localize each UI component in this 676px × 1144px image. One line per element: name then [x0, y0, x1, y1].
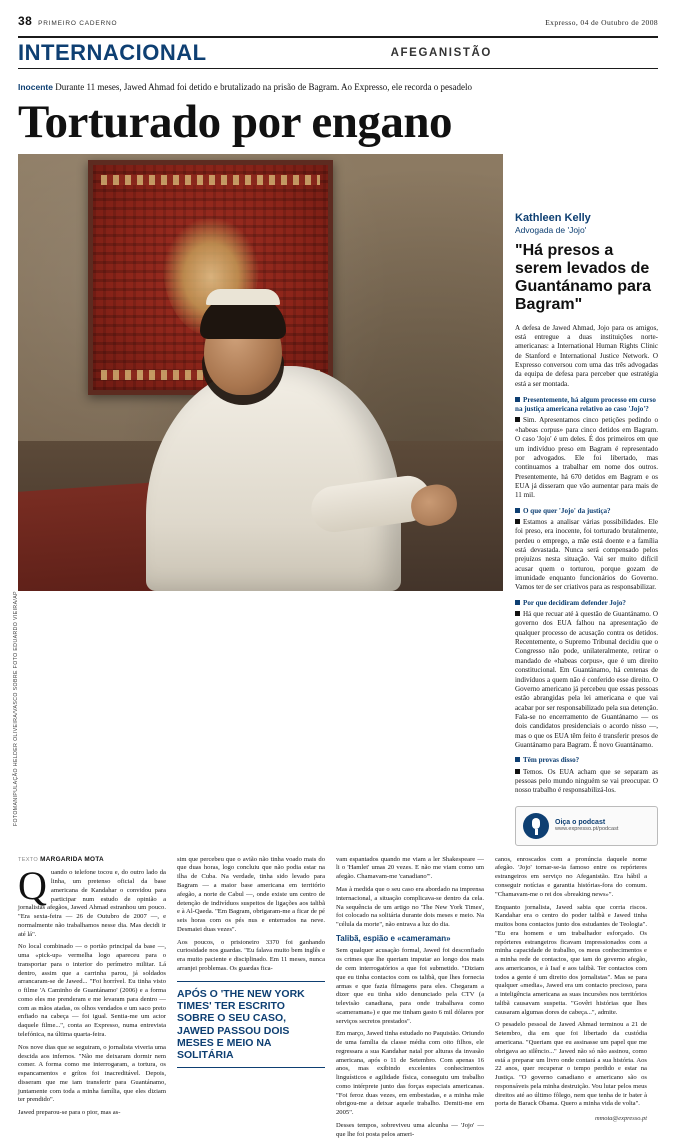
- subsection-wrap: [225, 47, 658, 59]
- paragraph-text: uando o telefone tocou e, do outro lado da linha, um pretenso oficial da base americana de Kandahar o convidou para participar num estudo de opinião a jornalistas afegãos, Jawed Ahmad estranhou um pouco. "Era sexta-feira — 26 de Outubro de 2007 —, e normalmente não trabalhamos nesse dia. Mas decidi ir até lá".: [18, 869, 166, 938]
- interview-qa-2: [515, 599, 658, 751]
- paragraph: canos, enroscados com a pronúncia daquele nome afegão. 'Jojo' tornar-se-ia famoso entre os repórteres estrangeiros em serviço no Afeganistão. Era hábil a conseguir notícias e garantia histórias-fora do comum. "Chamavam-me o rei dos «breaking news»".: [495, 855, 647, 898]
- paragraph: Desses tempos, sobreviveu uma alcunha — 'Jojo' — que lhe foi posta pelos ameri-: [336, 1122, 484, 1138]
- answer-text: Estamos a analisar várias possibilidades. Ele foi preso, era inocente, foi torturado brutalmente, perdeu o emprego, a mãe está doente e a família está devastada. Nunca será compensado pelos prejuízos nesta situação. Vai ser muito difícil acusar quem o torturou, porque gozam de imunidade enquanto funcionários do Governo. Vamos ter de ser criativos para as responsabilizar.: [515, 517, 658, 592]
- podcast-title: Oiça o podcast: [555, 819, 606, 827]
- paragraph: No local combinado — o portão principal da base —, uma «pick-up» vermelha logo apareceu para o transportar para o interior do perímetro militar. Lá dentro, assim que a carrinha parou, já soldados arrancaram-se de Jawed... "Foi horrível. Eu tinha visto o filme 'A Caminho de Guantánamo' (2006) e a forma como eles me prenderam e me levaram para dentro — com as mãos atadas, os olhos vendados e um saco preto enfiado na cabeça — foi igual. Sentia-me um actor daquele filme...", conta ao Expresso, numa entrevista telefónica, na última quarta-feira.: [18, 943, 166, 1038]
- edition-date: Expresso, 04 de Outubro de 2008: [545, 18, 658, 27]
- podcast-text: [555, 819, 618, 832]
- topbar-left: [18, 14, 117, 28]
- paragraph: vam espantados quando me viam a ler Shakespeare — li o 'Hamlet' umas 20 vezes. E não me viam como um afegão. Chamavam-me 'canadiano'".: [336, 855, 484, 881]
- body-column-1: [18, 856, 166, 1144]
- square-bullet-icon: [515, 417, 520, 422]
- interviewee-role: Advogada de 'Jojo': [515, 224, 587, 235]
- interview-question: [515, 599, 658, 608]
- section-title: INTERNACIONAL: [18, 40, 207, 65]
- subject-cap: [206, 289, 280, 305]
- body-column-3: [336, 856, 484, 1144]
- square-bullet-icon: [515, 611, 520, 616]
- byline-label: TEXTO: [18, 856, 39, 863]
- question-text: O que quer 'Jojo' da justiça?: [523, 506, 611, 515]
- square-bullet-icon: [515, 769, 520, 774]
- author-contact[interactable]: mmota@expresso.pt: [595, 1115, 647, 1123]
- subsection-title: AFEGANISTÃO: [390, 47, 492, 59]
- paragraph: Em março, Jawed tinha estudado no Paquistão. Oriundo de uma família da classe média com oito filhos, ele regressara a sua Kandahar natal por alturas da invasão americana, após o 11 de Setembro. Com apenas 16 anos, mas exibindo excelentes conhecimentos linguísticos e agilidade física, conseguiu um trabalho como intérprete junto das forças especiais americanas. "Foi feroz duas vezes, em embestadas, e a minha mãe obrigou-me a deixar aquele trabalho. Demiti-me em 2005".: [336, 1030, 484, 1117]
- article-kicker: [18, 82, 658, 93]
- interview-answer: [515, 610, 658, 750]
- article-body: [18, 856, 658, 1144]
- square-bullet-icon: [515, 508, 520, 513]
- paragraph: Sem qualquer acusação formal, Jawed foi desconfiado os crimes que lhe queriam imputar ao longo dos mais de cem interrogatórios a que foi submetido. "Diziam que eu tinha contactos com os talibã, que lhes fornecia armas e que fazia filmagens para eles. Chegaram a dizer que eu tinha sido denunciado pela CTV (a televisão canadiana, para onde trabalhava como «cameraman») e que me tinham gasto 6 mil dólares por serviços secretos prestados".: [336, 947, 484, 1025]
- interview-answer: [515, 416, 658, 500]
- subject-robe: [146, 366, 401, 591]
- byline-name: MARGARIDA MOTA: [40, 855, 104, 863]
- kicker-text: Durante 11 meses, Jawed Ahmad foi detido e brutalizado na prisão de Bagram. Ao Expresso, ele recorda o pesadelo: [52, 82, 472, 92]
- paragraph: O pesadelo pessoal de Jawed Ahmad terminou a 21 de Setembro, dia em que foi libertado da custódia americana. "Queriam que eu assinasse um papel que me obrigava ao silêncio..." Jawed não só não assinou, como está a preparar um livro onde contará a sua história. Aos 22 anos, quer recuperar o tempo perdido e estar na Justiça. "O governo canadiano e americano são os responsáveis pela minha destruição. Vou lutar pelos meus direitos até ao último fôlego, nem que tenha de ir bater à porta de Barack Obama. Quero a minha vida de volta".: [495, 1021, 647, 1108]
- interview-qa-1: [515, 507, 658, 593]
- answer-text: Temos. Os EUA acham que se separam as pessoas pelo mundo ninguém se vai preocupar. O nosso trabalho é responsabilizá-los.: [515, 767, 658, 795]
- podcast-promo[interactable]: [515, 806, 658, 846]
- interview-question: [515, 756, 658, 765]
- article-photo: [18, 154, 503, 591]
- photo-block: [13, 154, 503, 846]
- square-bullet-icon: [515, 600, 520, 605]
- interview-pull-quote: "Há presos a serem levados de Guantánamo para Bagram": [515, 241, 652, 313]
- interview-question: [515, 396, 658, 414]
- pull-quote: APÓS O 'THE NEW YORK TIMES' TER ESCRITO SOBRE O SEU CASO, JAWED PASSOU DOIS MESES E MEIO NA SOLITÁRIA: [177, 981, 325, 1069]
- interview-answer: [515, 768, 658, 796]
- section-masthead: [18, 36, 658, 69]
- kicker-lead: Inocente: [18, 82, 53, 92]
- interview-sidebar: [515, 154, 658, 846]
- question-text: Têm provas disso?: [523, 756, 580, 765]
- microphone-icon: [523, 813, 549, 839]
- question-text: Presentemente, há algum processo em curso na justiça americana relativo ao caso 'Jojo'?: [515, 396, 656, 414]
- square-bullet-icon: [515, 757, 520, 762]
- paragraph: Jawed preparou-se para o pior, mas as-: [18, 1109, 121, 1117]
- square-bullet-icon: [515, 519, 520, 524]
- answer-text: Há que recuar até à questão de Guantánamo. O governo dos EUA falhou na apresentação de qualquer processo de acusação contra os detidos. Recentemente, o Supremo Tribunal decidiu que o Congresso não pode, unilateralmente, retirar o mandado de «habeas corpus», que é um direito constitucional. Em Guantánamo, há centenas de indivíduos a quem não é conferido esse direito. O Governo americano já percebeu que essas pessoas estão abrangidas pela lei americana e que vai acabar por ser responsabilizado pela sua detenção. Fala-se no encerramento de Guantánamo — os dois candidatos presidenciais o acordo nisso —, mas o que os EUA têm feito é transferir presos de Guantánamo para Bagram. É novo Guantánamo.: [515, 610, 658, 750]
- paragraph: [18, 863, 166, 939]
- carpet-band-top: [101, 175, 320, 185]
- question-text: Por que decidiram defender Jojo?: [523, 598, 626, 607]
- photo-subject: [146, 291, 401, 591]
- interview-answer: [515, 518, 658, 593]
- interview-question: [515, 507, 658, 516]
- interviewee-name: Kathleen Kelly: [515, 211, 591, 224]
- interview-qa-3: [515, 756, 658, 795]
- paragraph: Aos poucos, o prisioneiro 3370 foi ganhando curiosidade nos guardas. "Eu falava muito bem inglês e era muito paciente e disciplinado. Em 11 meses, nunca arranjei problemas. Os guardas fica-: [177, 938, 325, 972]
- drop-cap: Q: [18, 863, 47, 909]
- paragraph: Nos nove dias que se seguiram, o jornalista viveria uma descida aos infernos. "Não me deixaram dormir nem comer. A forma como me interrogaram, a tortura, os espancamentos e grítos foi inacreditável. Depois, disseram que me iam transferir para Guantánamo, juntamente com toda a minha família, que eles diziam ter prendido".: [18, 1043, 166, 1104]
- podcast-url[interactable]: www.expresso.pt/podcast: [555, 826, 619, 833]
- paragraph: sim que percebeu que o avião não tinha voado mais do que duas horas, logo concluiu que não podia estar na ilha de Cuba. Na verdade, tinha sido levado para Bagram — a maior base americana em território afegão, a norte de Cabul —, onde existe um centro de detenção de indivíduos suspeitos de ligações aos talibã e à Al-Qaeda. "Em Bagram, obrigaram-me a ficar de pé seis horas com os pés nus e enterrados na neve. Desmaiei duas vezes".: [177, 855, 325, 933]
- upper-area: [13, 154, 658, 846]
- section-subhead: Talibã, espião e «cameraman»: [336, 933, 451, 943]
- interview-intro: A defesa de Jawed Ahmad, Jojo para os amigos, está entregue a duas instituições norte-americanas: a International Human Rights Clinic de Stanford e International Justice Network. O Expresso conversou com uma das três advogadas da equipa de defesa para perceber que estratégia está a ser montada.: [515, 323, 658, 388]
- page-topbar: [18, 14, 658, 30]
- paragraph: Enquanto jornalista, Jawed sabia que corria riscos. Kandahar era o centro do poder talibã e Jawed tinha muitos bons contactos junto dos estudantes de Teologia". "Eu era homem e um trabalhador esforçado. Os repórteres estrangeiros ficavam impressionados com a minha capacidade de trabalho, os meus conhecimentos e a minha rede de contactos, que iam do governo afegão, aos americanos, e à Isaf e aos talibã. Ter contactos com todos a gente é um direito dos jornalistas". Mas se para qualquer «media», Jawed era um contacto precioso, para a inteligência americana as suas incursões nos territórios talibã causavam suspeita. "Govêri histórias que lhes causaram algumas dores de cabeça...", admite.: [495, 903, 647, 1016]
- section-caderno-label: PRIMEIRO CADERNO: [38, 20, 118, 27]
- interview-qa-0: [515, 396, 658, 501]
- answer-text: Sim. Apresentamos cinco petições pedindo o «habeas corpus» para cinco detidos em Bagram. O caso 'Jojo' é um deles. É dos primeiros em que um indivíduo preso em Bagram é representado por advogados. Ele foi libertado, mas continuamos a trabalhar em nome dos outros. Presentemente, há 670 detidos em Bagram e os EUA já disseram que vão aumentar para mais de 11 mil.: [515, 416, 658, 500]
- photo-credit: FOTOMANIPULAÇÃO HELDER OLIVEIRA/VASCO SOBRE FOTO EDUARDO VIEIRA/AP: [13, 590, 19, 826]
- paragraph: Mas à medida que o seu caso era abordado na imprensa internacional, a situação complicava-se dentro da cela. Na sequência de um artigo no 'The New York Times', foi colocado na solitária durante dois meses e meio. Na "célula da morte", não entrava a luz do dia.: [336, 886, 484, 929]
- article-headline: Torturado por engano: [18, 95, 452, 148]
- body-column-2: [177, 856, 325, 1144]
- body-column-4: [495, 856, 647, 1144]
- page-number: 38: [18, 14, 33, 28]
- square-bullet-icon: [515, 397, 520, 402]
